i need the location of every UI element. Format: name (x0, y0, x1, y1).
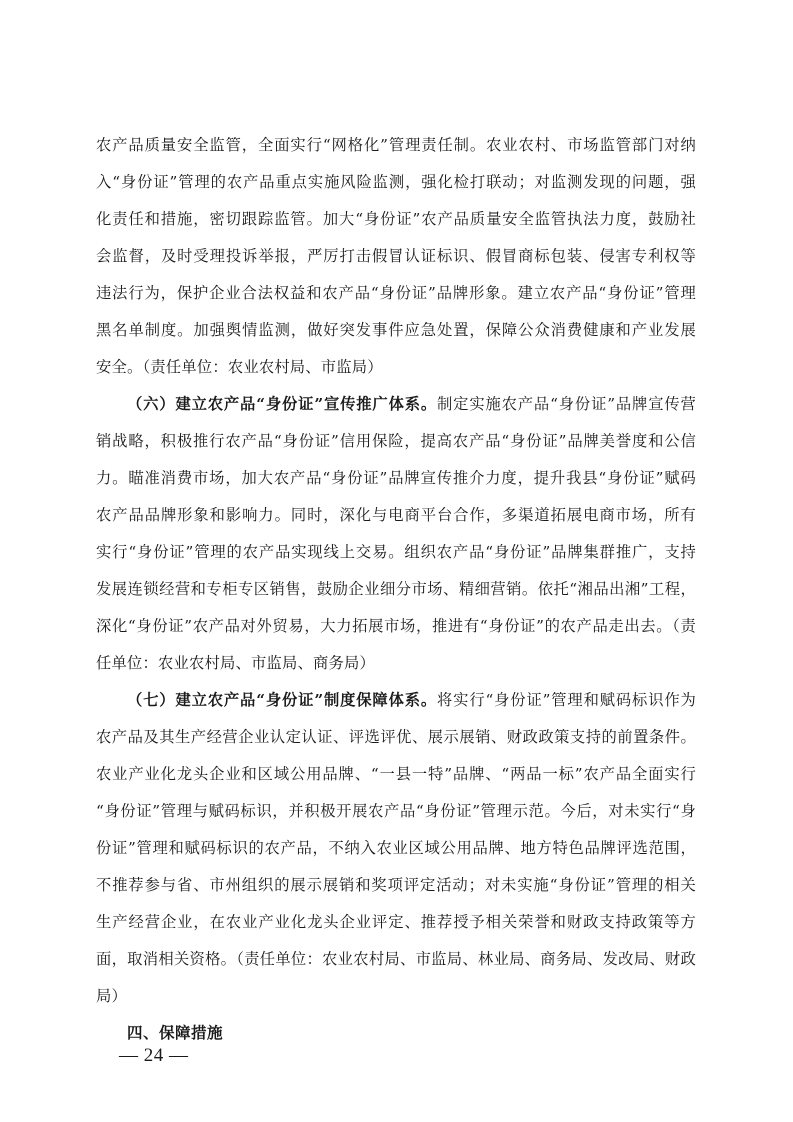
paragraph-line: 农业产业化龙头企业和区域公用品牌、“一县一特”品牌、“两品一标”农产品全面实行 (96, 765, 696, 783)
section-7-title: （七）建立农产品“身份证”制度保障体系。 (127, 691, 438, 709)
paragraph-line: 入“身份证”管理的农产品重点实施风险监测，强化检打联动；对监测发现的问题，强 (96, 173, 696, 191)
paragraph-line: 农产品及其生产经营企业认定认证、评选评优、展示展销、财政政策支持的前置条件。 (96, 728, 696, 746)
paragraph-line: 违法行为，保护企业合法权益和农产品“身份证”品牌形象。建立农产品“身份证”管理 (96, 284, 696, 302)
paragraph-line: 不推荐参与省、市州组织的展示展销和奖项评定活动；对未实施“身份证”管理的相关 (96, 876, 696, 894)
paragraph-line: 深化“身份证”农产品对外贸易，大力拓展市场，推进有“身份证”的农产品走出去。（责 (96, 617, 696, 635)
paragraph-line: 农产品质量安全监管，全面实行“网格化”管理责任制。农业农村、市场监管部门对纳 (96, 136, 696, 154)
paragraph-line: 局） (96, 987, 127, 1005)
paragraph-line: 实行“身份证”管理的农产品实现线上交易。组织农产品“身份证”品牌集群推广，支持 (96, 543, 696, 561)
section-7-first-line-text: 将实行“身份证”管理和赋码标识作为 (437, 691, 696, 709)
paragraph-line: 发展连锁经营和专柜专区销售，鼓励企业细分市场、精细营销。依托“湘品出湘”工程， (96, 580, 696, 598)
paragraph-line: 份证”管理和赋码标识的农产品，不纳入农业区域公用品牌、地方特色品牌评选范围， (96, 839, 696, 857)
section-6-first-line (127, 393, 696, 415)
page-number: — 24 — (119, 1045, 189, 1066)
paragraph-line: 农产品品牌形象和影响力。同时，深化与电商平台合作，多渠道拓展电商市场，所有 (96, 506, 696, 524)
paragraph-line: 任单位：农业农村局、市监局、商务局） (96, 654, 375, 672)
paragraph-line: “身份证”管理与赋码标识，并积极开展农产品“身份证”管理示范。今后，对未实行“身 (96, 802, 696, 820)
section-heading: 四、保障措施 (127, 1024, 224, 1042)
paragraph-line: 销战略，积极推行农产品“身份证”信用保险，提高农产品“身份证”品牌美誉度和公信 (96, 432, 696, 450)
paragraph-line: 生产经营企业，在农业产业化龙头企业评定、推荐授予相关荣誉和财政支持政策等方 (96, 913, 696, 931)
paragraph-line: 面，取消相关资格。（责任单位：农业农村局、市监局、林业局、商务局、发改局、财政 (96, 950, 696, 968)
paragraph-line: 黑名单制度。加强舆情监测，做好突发事件应急处置，保障公众消费健康和产业发展 (96, 321, 696, 339)
paragraph-line: 化责任和措施，密切跟踪监管。加大“身份证”农产品质量安全监管执法力度，鼓励社 (96, 210, 696, 228)
section-6-title: （六）建立农产品“身份证”宣传推广体系。 (127, 395, 438, 413)
section-6-first-line-text: 制定实施农产品“身份证”品牌宣传营 (437, 395, 696, 413)
paragraph-line: 会监督，及时受理投诉举报，严厉打击假冒认证标识、假冒商标包装、侵害专利权等 (96, 247, 696, 265)
paragraph-line: 安全。（责任单位：农业农村局、市监局） (96, 358, 383, 376)
section-7-first-line (127, 689, 696, 711)
paragraph-line: 力。瞄准消费市场，加大农产品“身份证”品牌宣传推介力度，提升我县“身份证”赋码 (96, 469, 696, 487)
